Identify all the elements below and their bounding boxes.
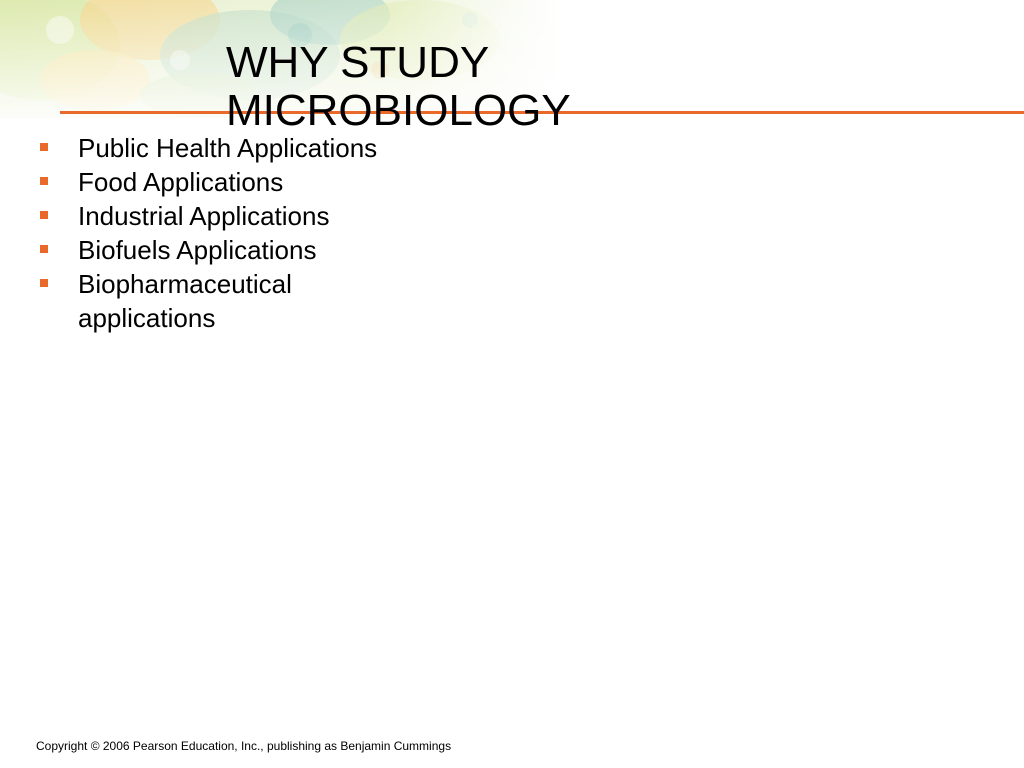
bullet-list <box>40 131 460 335</box>
list-item <box>40 267 460 335</box>
list-item-text: Biopharmaceutical applications <box>78 269 292 333</box>
square-bullet-icon <box>40 177 48 185</box>
copyright-footer: Copyright © 2006 Pearson Education, Inc., publishing as Benjamin Cummings <box>36 739 452 753</box>
list-item <box>40 199 460 233</box>
square-bullet-icon <box>40 279 48 287</box>
list-item-text: Public Health Applications <box>78 133 378 163</box>
list-item <box>40 131 460 165</box>
list-item-text: Food Applications <box>78 167 284 197</box>
square-bullet-icon <box>40 245 48 253</box>
slide-title: WHY STUDY MICROBIOLOGY <box>226 38 571 135</box>
list-item <box>40 165 460 199</box>
list-item-text: Industrial Applications <box>78 201 330 231</box>
square-bullet-icon <box>40 211 48 219</box>
list-item-text: Biofuels Applications <box>78 235 317 265</box>
square-bullet-icon <box>40 143 48 151</box>
list-item <box>40 233 460 267</box>
